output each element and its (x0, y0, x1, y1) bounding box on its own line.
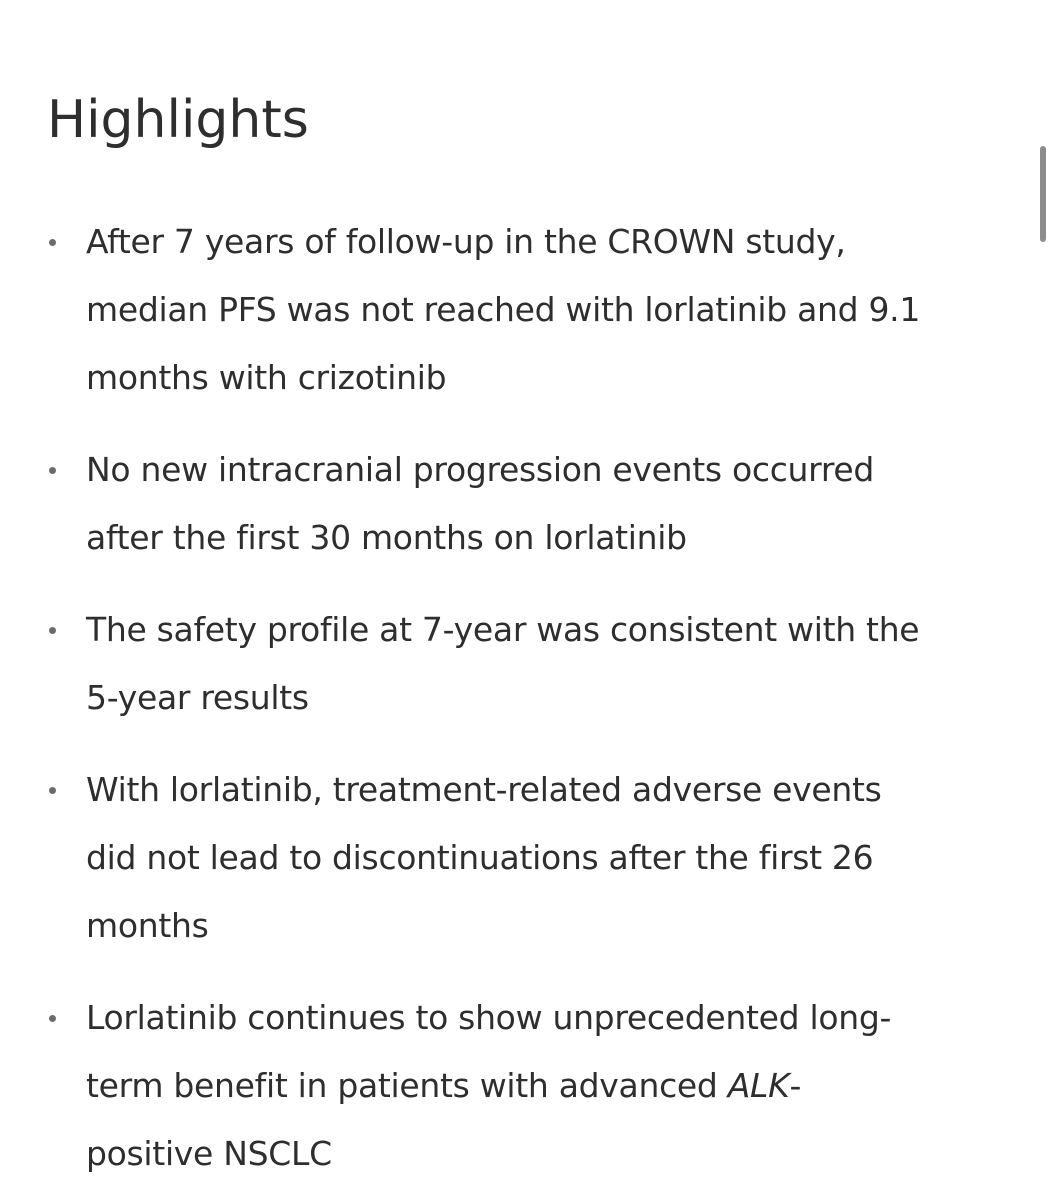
list-item (0, 756, 1055, 960)
bullet-dot (49, 239, 56, 246)
bullet-dot (49, 467, 56, 474)
item-line: months (86, 906, 209, 945)
scrollbar-thumb[interactable] (1040, 146, 1046, 242)
list-item (0, 208, 1055, 412)
item-text: - (789, 1066, 802, 1105)
bullet-dot (49, 787, 56, 794)
item-line: months with crizotinib (86, 358, 447, 397)
item-line: No new intracranial progression events occurred (86, 450, 875, 489)
list-item (0, 984, 1055, 1188)
page-title: Highlights (47, 90, 309, 150)
gene-term: ALK (727, 1066, 790, 1105)
item-line: median PFS was not reached with lorlatinib and 9.1 (86, 290, 921, 329)
item-text: term benefit in patients with advanced (86, 1066, 728, 1105)
bullet-dot (49, 627, 56, 634)
item-line: The safety profile at 7-year was consistent with the (86, 610, 920, 649)
highlights-list (0, 208, 1055, 1200)
item-line: After 7 years of follow-up in the CROWN study, (86, 222, 846, 261)
item-line: did not lead to discontinuations after the first 26 (86, 838, 874, 877)
item-line: With lorlatinib, treatment-related adverse events (86, 770, 882, 809)
item-line: after the first 30 months on lorlatinib (86, 518, 687, 557)
item-line (86, 1052, 1055, 1120)
item-line: positive NSCLC (86, 1134, 332, 1173)
item-line: Lorlatinib continues to show unprecedented long- (86, 998, 892, 1037)
bullet-dot (49, 1015, 56, 1022)
item-line: 5-year results (86, 678, 309, 717)
list-item (0, 596, 1055, 732)
list-item (0, 436, 1055, 572)
